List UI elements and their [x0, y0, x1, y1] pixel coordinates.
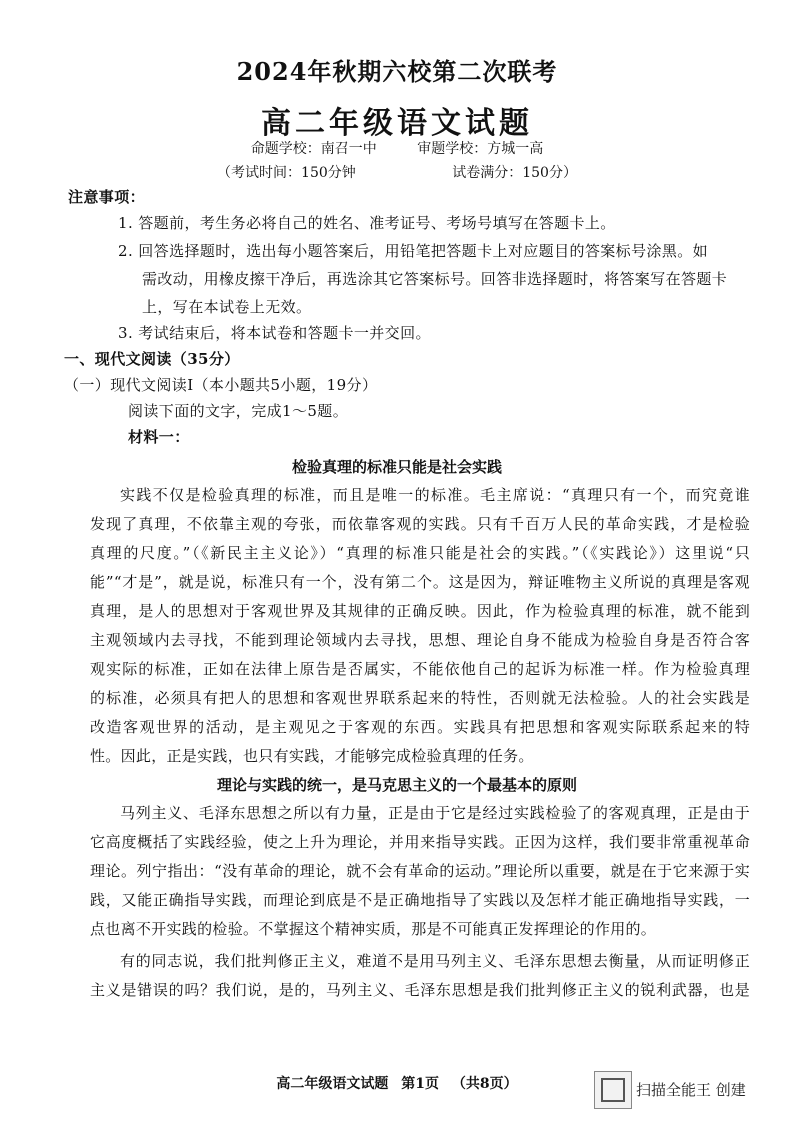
text-line: 理论。列宁指出：“没有革命的理论，就不会有革命的运动。”理论所以重要，就是在于它来源于实 — [90, 862, 750, 880]
note-item: 需改动，用橡皮擦干净后，再选涂其它答案标号。回答非选择题时，将答案写在答题卡 — [142, 270, 728, 288]
exam-info — [0, 162, 794, 182]
text-line: 主义是错误的吗？我们说，是的，马列主义、毛泽东思想是我们批判修正主义的锐利武器，也是 — [90, 981, 750, 999]
text-line: 观实际的标准，正如在法律上原告是否属实，不能依他自己的起诉为标准一样。作为检验真理 — [90, 660, 750, 678]
text-line: 的标准，必须具有把人的思想和客观世界联系起来的特性，否则就无法检验。人的社会实践是 — [90, 689, 750, 707]
text-line: 有的同志说，我们批判修正主义，难道不是用马列主义、毛泽东思想去衡量，从而证明修正 — [120, 952, 750, 970]
text-line: 它高度概括了实践经验，使之上升为理论，并用来指导实践。正因为这样，我们要非常重视革命 — [90, 833, 750, 851]
text-line: 真理，是人的思想对于客观世界及其规律的正确反映。因此，作为检验真理的标准，就不能到 — [90, 602, 750, 620]
subsection-title: （一）现代文阅读Ⅰ（本小题共5小题，19分） — [64, 376, 378, 394]
note-item: 2. 回答选择题时，选出每小题答案后，用铅笔把答题卡上对应题目的答案标号涂黑。如 — [118, 242, 709, 260]
exam-name: 2024年秋期六校第二次联考 — [236, 57, 558, 86]
footer-total: （共8页） — [451, 1076, 518, 1092]
scanner-logo-icon — [594, 1071, 632, 1109]
text-line: 践，又能正确指导实践，而理论到底是不是正确地指导了实践以及怎样才能正确地指导实践，一 — [90, 891, 750, 909]
note-item: 1. 答题前，考生务必将自己的姓名、准考证号、考场号填写在答题卡上。 — [118, 214, 616, 232]
section-title: 一、现代文阅读（35分） — [64, 350, 240, 368]
footer-page: 第1页 — [401, 1076, 439, 1092]
note-item: 上，写在本试卷上无效。 — [142, 298, 312, 316]
full-score: 试卷满分：150分） — [452, 165, 577, 181]
watermark-text: 扫描全能王 创建 — [636, 1081, 746, 1099]
text-line: 实践不仅是检验真理的标准，而且是唯一的标准。毛主席说：“真理只有一个，而究竟谁 — [120, 486, 750, 504]
text-line: 点也离不开实践的检验。不掌握这个精神实质，那是不可能真正发挥理论的作用的。 — [90, 920, 657, 938]
text-line: 性。因此，正是实践，也只有实践，才能够完成检验真理的任务。 — [90, 747, 534, 765]
instruction: 阅读下面的文字，完成1～5题。 — [128, 402, 349, 420]
setter-school: 命题学校：南召一中 — [250, 141, 377, 157]
article-heading: 检验真理的标准只能是社会实践 — [291, 458, 502, 476]
exam-time: （考试时间：150分钟 — [217, 165, 356, 181]
text-line: 马列主义、毛泽东思想之所以有力量，正是由于它是经过实践检验了的客观真理，正是由于 — [120, 804, 750, 822]
text-line: 改造客观世界的活动，是主观见之于客观的东西。实践具有把思想和客观实际联系起来的特 — [90, 718, 750, 736]
text-line: 发现了真理，不依靠主观的夸张，而依靠客观的实践。只有千百万人民的革命实践，才是检验 — [90, 515, 750, 533]
notes-heading: 注意事项： — [68, 188, 146, 206]
reviewer-school: 审题学校：方城一高 — [417, 141, 544, 157]
material-label: 材料一： — [128, 428, 190, 446]
text-line: 能”“才是”，就是说，标准只有一个，没有第二个。这是因为，辩证唯物主义所说的真理是客观 — [90, 573, 750, 591]
article-heading: 理论与实践的统一，是马克思主义的一个最基本的原则 — [216, 776, 577, 794]
school-info — [0, 138, 794, 158]
text-line: 真理的尺度。”（《新民主主义论》）“真理的标准只能是社会的实践。”（《实践论》）这里说“只 — [90, 544, 750, 562]
footer-subject: 高二年级语文试题 — [276, 1076, 389, 1092]
note-item: 3. 考试结束后，将本试卷和答题卡一并交回。 — [118, 324, 431, 342]
text-line: 主观领域内去寻找，不能到理论领域内去寻找，思想、理论自身不能成为检验自身是否符合客 — [90, 631, 750, 649]
scanner-watermark — [594, 1071, 774, 1107]
page-title: 高二年级语文试题 — [261, 106, 533, 141]
